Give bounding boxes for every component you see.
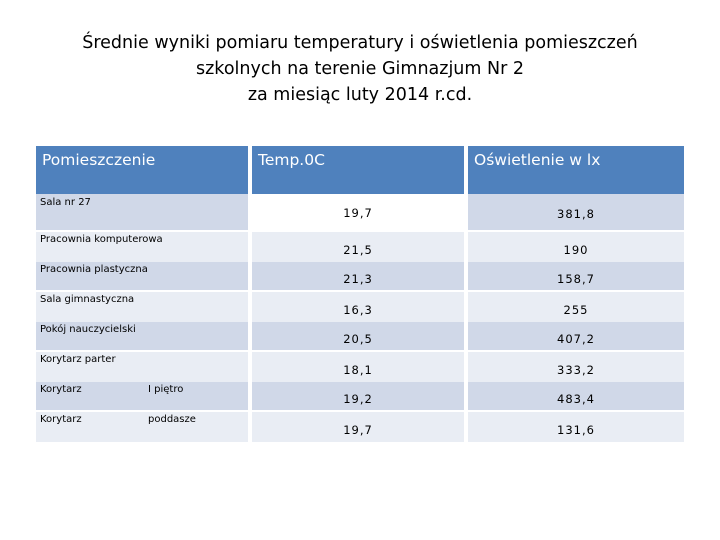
light-cell: 483,4 — [468, 382, 684, 410]
room-cell: Korytarz — [36, 382, 144, 410]
table-row — [36, 194, 684, 232]
light-cell: 333,2 — [468, 352, 684, 382]
table-row — [36, 352, 684, 382]
temp-cell: 19,2 — [252, 382, 464, 410]
title-line-3: za miesiąc luty 2014 r.cd. — [247, 85, 473, 105]
header-room: Pomieszczenie — [36, 146, 248, 194]
light-cell: 381,8 — [468, 194, 684, 230]
room-cell: Pracownia plastyczna — [36, 262, 248, 290]
table-row — [36, 412, 684, 442]
header-lighting: Oświetlenie w lx — [468, 146, 684, 194]
table-row — [36, 322, 684, 352]
title-line-2: szkolnych na terenie Gimnazjum Nr 2 — [196, 59, 524, 79]
light-cell: 158,7 — [468, 262, 684, 290]
temp-cell: 19,7 — [252, 412, 464, 442]
table-row — [36, 262, 684, 292]
table-row — [36, 382, 684, 412]
room-cell: Pokój nauczycielski — [36, 322, 248, 350]
temp-cell: 20,5 — [252, 322, 464, 350]
table-row — [36, 232, 684, 262]
temp-cell: 19,7 — [343, 206, 373, 220]
temp-cell: 21,3 — [252, 262, 464, 290]
room-cell: Sala gimnastyczna — [36, 292, 248, 322]
temp-cell: 18,1 — [252, 352, 464, 382]
room-cell: Pracownia komputerowa — [36, 232, 248, 262]
page-title — [0, 30, 720, 108]
room-sub-cell: I piętro — [144, 382, 248, 410]
light-cell: 407,2 — [468, 322, 684, 350]
temp-cell: 21,5 — [252, 232, 464, 262]
temp-cell: 16,3 — [252, 292, 464, 322]
room-cell: Sala nr 27 — [36, 194, 248, 230]
table-row — [36, 292, 684, 322]
room-cell: Korytarz parter — [36, 352, 248, 382]
title-line-1: Średnie wyniki pomiaru temperatury i oświetlenia pomieszczeń — [82, 33, 638, 53]
light-cell: 131,6 — [468, 412, 684, 442]
header-temperature: Temp.0C — [252, 146, 464, 194]
light-cell: 190 — [468, 232, 684, 262]
light-cell: 255 — [468, 292, 684, 322]
room-cell: Korytarz — [36, 412, 144, 442]
room-sub-cell: poddasze — [144, 412, 248, 442]
